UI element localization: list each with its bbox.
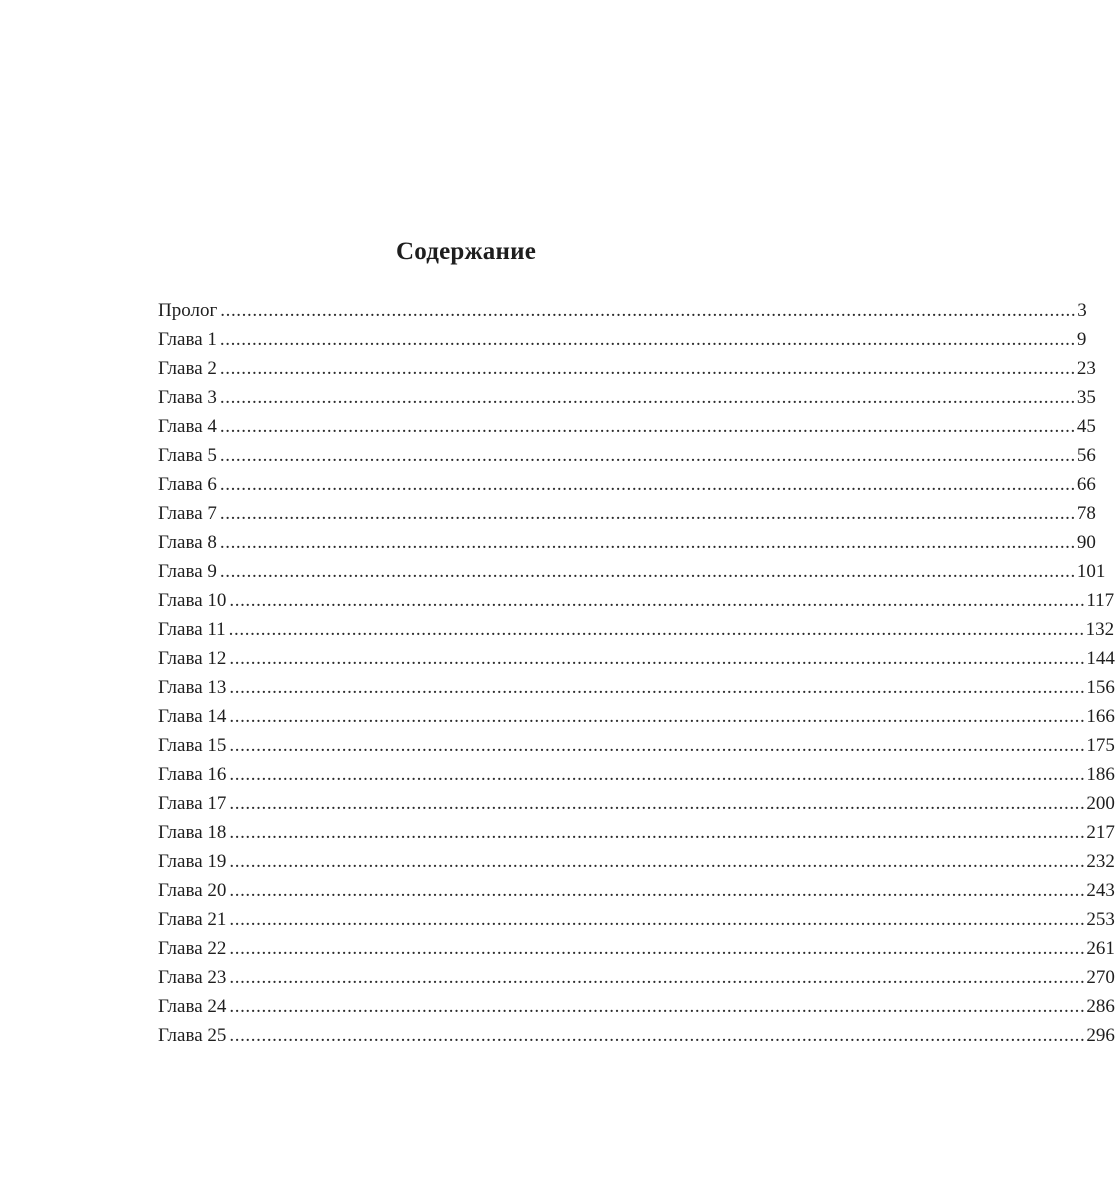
toc-entry	[158, 354, 1096, 383]
dot-leader: ................................................................................................................................................................	[219, 358, 1076, 379]
toc-entry-title: Глава 12	[158, 648, 227, 669]
toc-entry-page-number: 156	[1086, 677, 1115, 698]
dot-leader: ................................................................................................................................................................	[229, 590, 1086, 611]
toc-entry	[158, 731, 1115, 760]
dot-leader: ................................................................................................................................................................	[219, 503, 1076, 524]
toc-entry-page-number: 101	[1076, 561, 1106, 582]
toc-entry-page-number: 217	[1086, 822, 1115, 843]
toc-entry-page-number: 286	[1086, 996, 1115, 1017]
toc-entry-page-number: 9	[1076, 329, 1087, 350]
toc-entry-title: Глава 19	[158, 851, 227, 872]
page-title: Содержание	[395, 238, 536, 265]
toc-entry-page-number: 90	[1076, 532, 1096, 553]
toc-entry-title: Пролог	[158, 300, 218, 321]
toc-entry-page-number: 132	[1085, 619, 1115, 640]
dot-leader: ................................................................................................................................................................	[229, 938, 1086, 959]
toc-entry-page-number: 243	[1086, 880, 1115, 901]
toc-entry-page-number: 56	[1076, 445, 1096, 466]
toc-entry	[158, 818, 1115, 847]
dot-leader: ................................................................................................................................................................	[219, 387, 1076, 408]
toc-entry-page-number: 175	[1086, 735, 1115, 756]
toc-entry	[158, 412, 1096, 441]
dot-leader: ................................................................................................................................................................	[229, 648, 1086, 669]
toc-entry-title: Глава 2	[158, 358, 217, 379]
toc-entry-title: Глава 4	[158, 416, 217, 437]
toc-entry	[158, 499, 1096, 528]
dot-leader: ................................................................................................................................................................	[229, 851, 1086, 872]
toc-entry-page-number: 35	[1076, 387, 1096, 408]
toc-entry	[158, 673, 1115, 702]
toc-entry	[158, 702, 1115, 731]
dot-leader: ................................................................................................................................................................	[229, 1025, 1086, 1046]
toc-entry	[158, 383, 1096, 412]
toc-entry-page-number: 166	[1086, 706, 1115, 727]
toc-entry	[158, 847, 1115, 876]
dot-leader: ................................................................................................................................................................	[228, 619, 1085, 640]
toc-entry-title: Глава 3	[158, 387, 217, 408]
dot-leader: ................................................................................................................................................................	[229, 793, 1086, 814]
toc-entry-title: Глава 8	[158, 532, 217, 553]
toc-entry-title: Глава 22	[158, 938, 227, 959]
toc-entry-title: Глава 16	[158, 764, 227, 785]
toc-entry-page-number: 186	[1086, 764, 1115, 785]
toc-entry-page-number: 144	[1086, 648, 1115, 669]
toc-entry-title: Глава 15	[158, 735, 227, 756]
toc-entry	[158, 905, 1115, 934]
table-of-contents	[158, 296, 1115, 1050]
toc-entry	[158, 615, 1115, 644]
toc-entry	[158, 325, 1087, 354]
dot-leader: ................................................................................................................................................................	[219, 445, 1076, 466]
toc-entry	[158, 644, 1115, 673]
dot-leader: ................................................................................................................................................................	[229, 909, 1086, 930]
toc-entry-title: Глава 11	[158, 619, 226, 640]
toc-entry-page-number: 296	[1086, 1025, 1115, 1046]
toc-entry-title: Глава 21	[158, 909, 227, 930]
toc-entry-page-number: 3	[1077, 300, 1087, 321]
toc-entry	[158, 992, 1115, 1021]
toc-entry-page-number: 200	[1086, 793, 1115, 814]
dot-leader: ................................................................................................................................................................	[229, 996, 1086, 1017]
dot-leader: ................................................................................................................................................................	[229, 967, 1086, 988]
toc-entry	[158, 789, 1115, 818]
toc-entry-title: Глава 14	[158, 706, 227, 727]
toc-entry-title: Глава 23	[158, 967, 227, 988]
toc-entry	[158, 934, 1115, 963]
toc-entry-title: Глава 6	[158, 474, 217, 495]
dot-leader: ................................................................................................................................................................	[229, 735, 1086, 756]
dot-leader: ................................................................................................................................................................	[229, 706, 1086, 727]
toc-entry-page-number: 66	[1076, 474, 1096, 495]
toc-entry	[158, 586, 1115, 615]
toc-entry	[158, 1021, 1115, 1050]
toc-entry-page-number: 232	[1086, 851, 1115, 872]
dot-leader: ................................................................................................................................................................	[229, 677, 1086, 698]
toc-entry-page-number: 253	[1086, 909, 1115, 930]
toc-entry	[158, 760, 1115, 789]
dot-leader: ................................................................................................................................................................	[219, 416, 1076, 437]
toc-entry	[158, 296, 1087, 325]
dot-leader: ................................................................................................................................................................	[229, 880, 1086, 901]
toc-entry-title: Глава 13	[158, 677, 227, 698]
dot-leader: ................................................................................................................................................................	[219, 532, 1076, 553]
toc-entry-page-number: 23	[1076, 358, 1096, 379]
dot-leader: ................................................................................................................................................................	[219, 561, 1076, 582]
toc-entry-title: Глава 5	[158, 445, 217, 466]
toc-entry-title: Глава 24	[158, 996, 227, 1017]
toc-entry-title: Глава 7	[158, 503, 217, 524]
dot-leader: ................................................................................................................................................................	[219, 329, 1076, 350]
toc-entry	[158, 441, 1096, 470]
dot-leader: ................................................................................................................................................................	[229, 764, 1086, 785]
toc-entry	[158, 963, 1115, 992]
toc-entry-title: Глава 17	[158, 793, 227, 814]
toc-entry-page-number: 45	[1076, 416, 1096, 437]
dot-leader: ................................................................................................................................................................	[220, 300, 1077, 321]
toc-entry-title: Глава 20	[158, 880, 227, 901]
toc-entry	[158, 528, 1096, 557]
dot-leader: ................................................................................................................................................................	[229, 822, 1086, 843]
toc-entry-page-number: 261	[1086, 938, 1115, 959]
toc-entry-title: Глава 1	[158, 329, 217, 350]
toc-entry-title: Глава 9	[158, 561, 217, 582]
toc-entry-title: Глава 25	[158, 1025, 227, 1046]
toc-entry-title: Глава 18	[158, 822, 227, 843]
toc-entry-page-number: 117	[1086, 590, 1115, 611]
toc-entry	[158, 470, 1096, 499]
toc-entry-title: Глава 10	[158, 590, 227, 611]
toc-entry	[158, 557, 1106, 586]
dot-leader: ................................................................................................................................................................	[219, 474, 1076, 495]
toc-entry-page-number: 78	[1076, 503, 1096, 524]
toc-entry-page-number: 270	[1086, 967, 1115, 988]
toc-entry	[158, 876, 1115, 905]
